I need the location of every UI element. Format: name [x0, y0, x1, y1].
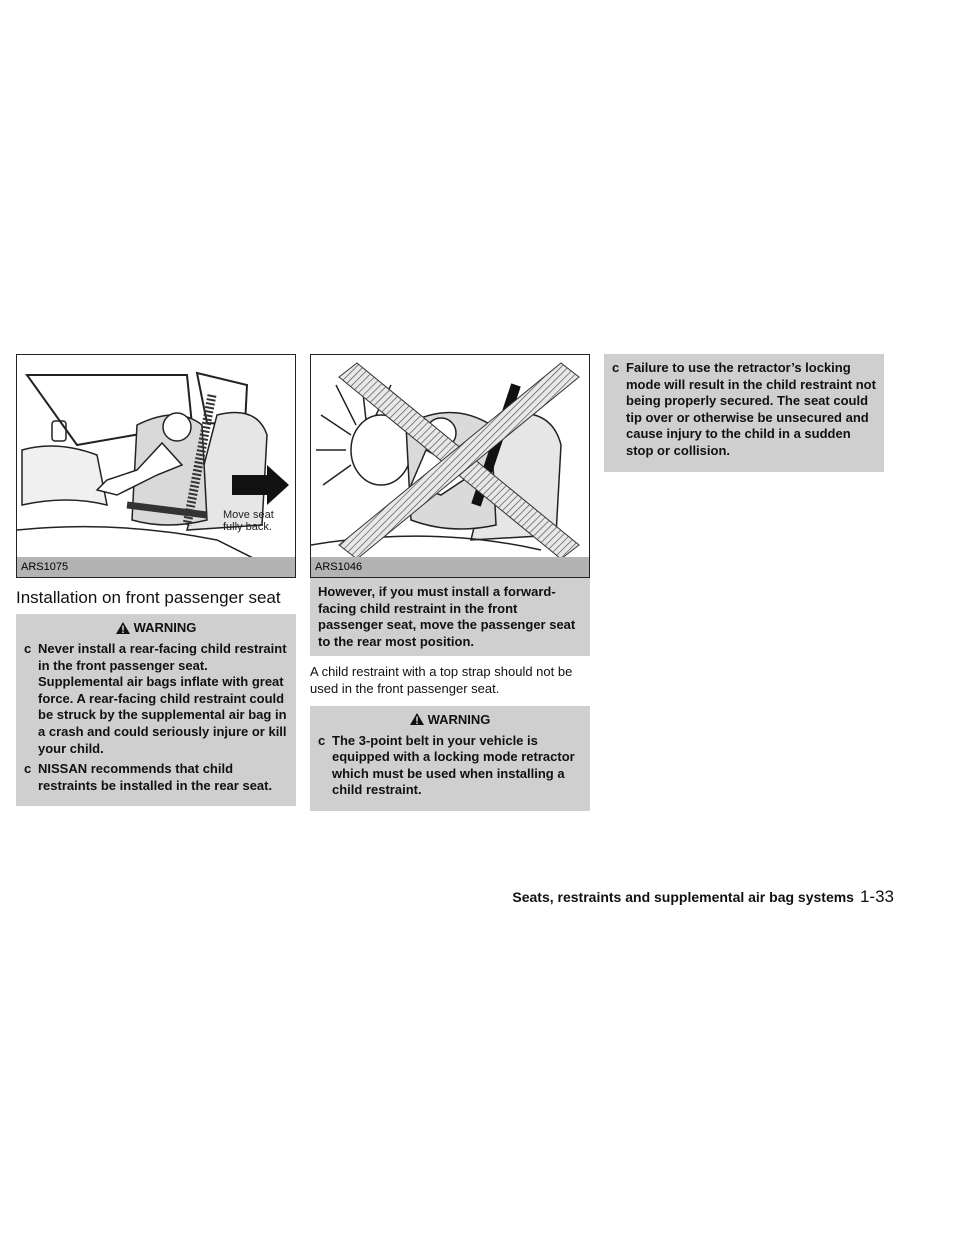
bullet-icon: c [612, 360, 620, 375]
caption-line-1: Move seat [223, 509, 274, 521]
bullet-icon: c [24, 761, 32, 777]
bullet-icon: c [24, 641, 32, 656]
warning-title-text: WARNING [133, 620, 197, 635]
warning-title-text: WARNING [427, 711, 491, 727]
top-strap-note: A child restraint with a top strap should not be used in the front passenger seat. [310, 664, 573, 696]
warning-triangle-icon [410, 713, 424, 725]
page-footer [512, 887, 894, 907]
warning-list [318, 733, 582, 799]
bullet-text: Never install a rear-facing child restraint in the front passenger seat. Supplemental air bags inflate with great force. A rear-facing child restraint could be struck by the supplemental air bag in a crash and could seriously injure or kill your child. [38, 641, 287, 756]
list-item [318, 733, 582, 799]
warning-triangle-icon [116, 622, 130, 634]
figure-caption [223, 509, 274, 533]
bullet-text: NISSAN recommends that child restraints be installed in the rear seat. [38, 761, 273, 793]
warning-box-1 [16, 614, 296, 806]
page-number: 1-33 [859, 887, 894, 906]
section-title: Installation on front passenger seat [16, 588, 281, 607]
figure-move-seat [16, 354, 296, 578]
bullet-icon: c [318, 732, 326, 748]
column-left [16, 354, 296, 806]
figure-code: ARS1075 [17, 557, 295, 577]
warning-list [612, 360, 876, 460]
illustration-prohibited-rear-facing [311, 355, 590, 578]
list-item [24, 761, 288, 794]
bullet-text: Failure to use the retractor’s locking mode will result in the child restraint not being properly secured. The seat could tip over or otherwise be unsecured and cause injury to the child in a sudden stop or collision. [626, 360, 876, 458]
illustration-child-seat-front [17, 355, 296, 578]
footer-section-title: Seats, restraints and supplemental air bag systems [512, 889, 854, 905]
caption-line-2: fully back. [223, 521, 272, 533]
warning-box-3 [604, 354, 884, 472]
figure-code: ARS1046 [311, 557, 589, 577]
warning-list [24, 641, 288, 794]
warning-title [318, 712, 582, 727]
warning-title [24, 620, 288, 635]
warning-box-2 [310, 706, 590, 811]
column-middle [310, 354, 590, 811]
forward-facing-note: However, if you must install a forward-facing child restraint in the front passenger seat, move the passenger seat to the rear most position. [310, 578, 590, 656]
column-right [604, 354, 884, 472]
bullet-text: The 3-point belt in your vehicle is equipped with a locking mode retractor which must be used when installing a child restraint. [332, 732, 575, 798]
list-item [612, 360, 876, 460]
list-item [24, 641, 288, 757]
figure-prohibited-installation [310, 354, 590, 578]
